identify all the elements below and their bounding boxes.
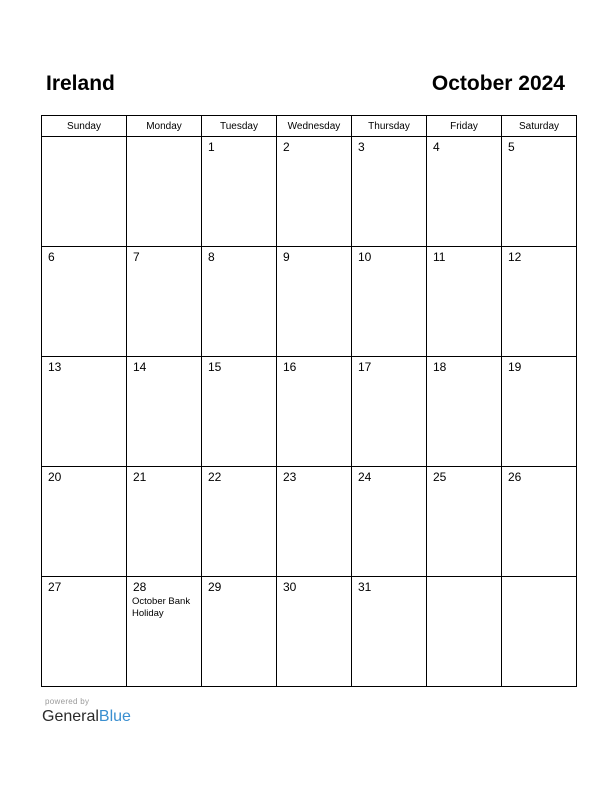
day-number bbox=[427, 577, 501, 581]
day-cell bbox=[127, 137, 202, 247]
country-title: Ireland bbox=[46, 72, 115, 95]
day-number: 21 bbox=[133, 470, 147, 484]
week-row bbox=[42, 577, 577, 687]
day-number: 7 bbox=[133, 250, 140, 264]
day-cell bbox=[202, 357, 277, 467]
day-number: 11 bbox=[433, 250, 446, 264]
day-number: 13 bbox=[48, 360, 62, 374]
week-row bbox=[42, 137, 577, 247]
day-cell bbox=[352, 467, 427, 577]
weekday-friday: Friday bbox=[427, 116, 502, 137]
weekday-tuesday: Tuesday bbox=[202, 116, 277, 137]
day-number: 5 bbox=[508, 140, 515, 154]
day-cell bbox=[127, 577, 202, 687]
weekday-saturday: Saturday bbox=[502, 116, 577, 137]
day-number: 17 bbox=[358, 360, 372, 374]
day-cell bbox=[502, 577, 577, 687]
day-cell bbox=[202, 137, 277, 247]
day-cell bbox=[127, 467, 202, 577]
day-cell bbox=[427, 357, 502, 467]
weekday-monday: Monday bbox=[127, 116, 202, 137]
day-cell bbox=[127, 247, 202, 357]
day-number: 16 bbox=[283, 360, 297, 374]
day-cell bbox=[352, 577, 427, 687]
generalblue-logo[interactable] bbox=[42, 708, 131, 726]
week-row bbox=[42, 467, 577, 577]
day-cell bbox=[427, 247, 502, 357]
day-number: 6 bbox=[48, 250, 55, 264]
day-number: 31 bbox=[358, 580, 372, 594]
day-number: 2 bbox=[283, 140, 290, 154]
powered-by-text: powered by bbox=[45, 697, 90, 706]
weekday-wednesday: Wednesday bbox=[277, 116, 352, 137]
day-number: 27 bbox=[48, 580, 62, 594]
day-cell bbox=[127, 357, 202, 467]
day-cell bbox=[427, 137, 502, 247]
day-cell bbox=[352, 247, 427, 357]
day-number: 18 bbox=[433, 360, 447, 374]
calendar-grid bbox=[41, 115, 577, 687]
day-cell bbox=[202, 467, 277, 577]
day-cell bbox=[502, 357, 577, 467]
day-cell bbox=[427, 577, 502, 687]
day-number: 14 bbox=[133, 360, 147, 374]
day-number: 26 bbox=[508, 470, 522, 484]
day-number: 12 bbox=[508, 250, 522, 264]
logo-general-text: General bbox=[42, 708, 99, 725]
weekday-sunday: Sunday bbox=[42, 116, 127, 137]
day-number: 8 bbox=[208, 250, 215, 264]
day-cell bbox=[277, 577, 352, 687]
week-row bbox=[42, 247, 577, 357]
day-number bbox=[42, 137, 126, 141]
day-number: 25 bbox=[433, 470, 447, 484]
day-cell bbox=[202, 577, 277, 687]
holiday-label: October Bank Holiday bbox=[132, 596, 191, 619]
day-cell bbox=[427, 467, 502, 577]
day-cell bbox=[502, 247, 577, 357]
day-cell bbox=[42, 247, 127, 357]
weekday-header-row bbox=[42, 116, 577, 137]
day-cell bbox=[42, 357, 127, 467]
day-number: 29 bbox=[208, 580, 222, 594]
logo-blue-text: Blue bbox=[98, 708, 131, 725]
day-number: 9 bbox=[283, 250, 290, 264]
day-number: 24 bbox=[358, 470, 372, 484]
day-cell bbox=[277, 467, 352, 577]
day-cell bbox=[42, 137, 127, 247]
day-number: 4 bbox=[433, 140, 440, 154]
day-number: 1 bbox=[208, 140, 215, 154]
day-cell bbox=[42, 467, 127, 577]
day-number: 10 bbox=[358, 250, 372, 264]
day-cell bbox=[42, 577, 127, 687]
day-number: 30 bbox=[283, 580, 297, 594]
day-number: 20 bbox=[48, 470, 62, 484]
weekday-thursday: Thursday bbox=[352, 116, 427, 137]
month-year-title: October 2024 bbox=[431, 72, 565, 95]
day-number bbox=[502, 577, 576, 581]
day-number: 22 bbox=[208, 470, 222, 484]
day-cell bbox=[277, 247, 352, 357]
day-cell bbox=[352, 137, 427, 247]
day-cell bbox=[277, 357, 352, 467]
day-cell bbox=[202, 247, 277, 357]
day-number: 15 bbox=[208, 360, 222, 374]
day-cell bbox=[277, 137, 352, 247]
day-number bbox=[127, 137, 201, 141]
day-number: 19 bbox=[508, 360, 522, 374]
day-number: 23 bbox=[283, 470, 297, 484]
day-cell bbox=[352, 357, 427, 467]
week-row bbox=[42, 357, 577, 467]
day-cell bbox=[502, 467, 577, 577]
day-cell bbox=[502, 137, 577, 247]
day-number: 28 bbox=[133, 580, 147, 594]
day-number: 3 bbox=[358, 140, 365, 154]
